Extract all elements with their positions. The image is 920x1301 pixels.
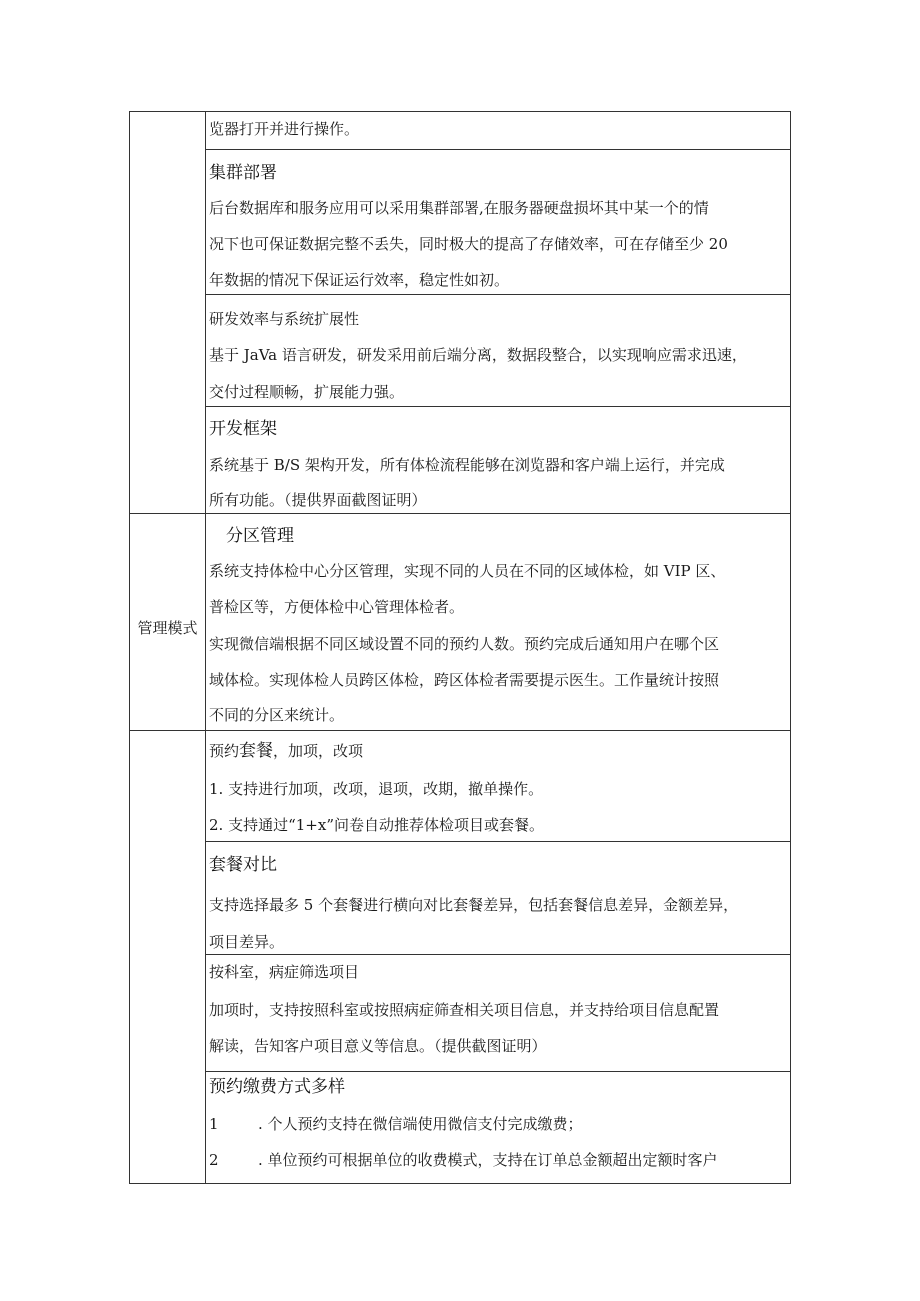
section-title: 预约缴费方式多样 <box>209 1077 345 1097</box>
text-line: 系统支持体检中心分区管理，实现不同的人员在不同的区域体检，如 VIP 区、 <box>209 562 726 580</box>
text-line: 基于 JaVa 语言研发，研发采用前后端分离，数据段整合，以实现响应需求迅速， <box>209 346 747 364</box>
row-divider <box>205 149 791 150</box>
row-divider <box>205 954 791 955</box>
category-label: 管理模式 <box>137 619 198 637</box>
row-divider <box>205 841 791 842</box>
text-line: 2. 支持通过“1+x”问卷自动推荐体检项目或套餐。 <box>209 816 544 834</box>
text-line: 交付过程顺畅，扩展能力强。 <box>209 383 405 401</box>
text-line: 项目差异。 <box>209 933 285 951</box>
column-divider <box>205 111 206 1184</box>
text-line: 解读，告知客户项目意义等信息。（提供截图证明） <box>209 1037 547 1055</box>
text-line: 年数据的情况下保证运行效率，稳定性如初。 <box>209 271 510 289</box>
text-line: 况下也可保证数据完整不丢失，同时极大的提高了存储效率，可在存储至少 20 <box>209 235 728 253</box>
text-line: 不同的分区来统计。 <box>209 706 345 724</box>
text-line: 览器打开并进行操作。 <box>209 120 360 138</box>
text-line: 支持选择最多 5 个套餐进行横向对比套餐差异，包括套餐信息差异，金额差异， <box>209 896 739 914</box>
list-number: 2 <box>209 1151 219 1169</box>
text-line: 1. 支持进行加项，改项，退项，改期，撤单操作。 <box>209 780 544 798</box>
section-title: 研发效率与系统扩展性 <box>209 310 360 328</box>
section-title: 套餐对比 <box>209 855 277 875</box>
section-title: 分区管理 <box>226 526 294 546</box>
text-line: 实现微信端根据不同区域设置不同的预约人数。预约完成后通知用户在哪个区 <box>209 635 720 653</box>
text-line: 系统基于 B/S 架构开发，所有体检流程能够在浏览器和客户端上运行，并完成 <box>209 456 725 474</box>
list-item: . 个人预约支持在微信端使用微信支付完成缴费； <box>258 1115 583 1133</box>
text-line: 所有功能。（提供界面截图证明） <box>209 491 427 509</box>
section-title: 按科室，病症筛选项目 <box>209 963 360 981</box>
section-title: 开发框架 <box>209 419 277 439</box>
section-title: 预约套餐，加项，改项 <box>209 741 364 761</box>
row-divider <box>205 406 791 407</box>
text-line: 后台数据库和服务应用可以采用集群部署,在服务器硬盘损坏其中某一个的情 <box>209 199 709 217</box>
text-line: 普检区等，方便体检中心管理体检者。 <box>209 598 465 616</box>
row-divider <box>129 513 791 514</box>
text-line: 域体检。实现体检人员跨区体检，跨区体检者需要提示医生。工作量统计按照 <box>209 671 720 689</box>
section-title: 集群部署 <box>209 163 277 183</box>
list-number: 1 <box>209 1115 219 1133</box>
list-item: . 单位预约可根据单位的收费模式，支持在订单总金额超出定额时客户 <box>258 1151 718 1169</box>
row-divider <box>205 294 791 295</box>
row-divider <box>129 730 791 731</box>
text-line: 加项时，支持按照科室或按照病症筛查相关项目信息，并支持给项目信息配置 <box>209 1001 720 1019</box>
row-divider <box>205 1071 791 1072</box>
